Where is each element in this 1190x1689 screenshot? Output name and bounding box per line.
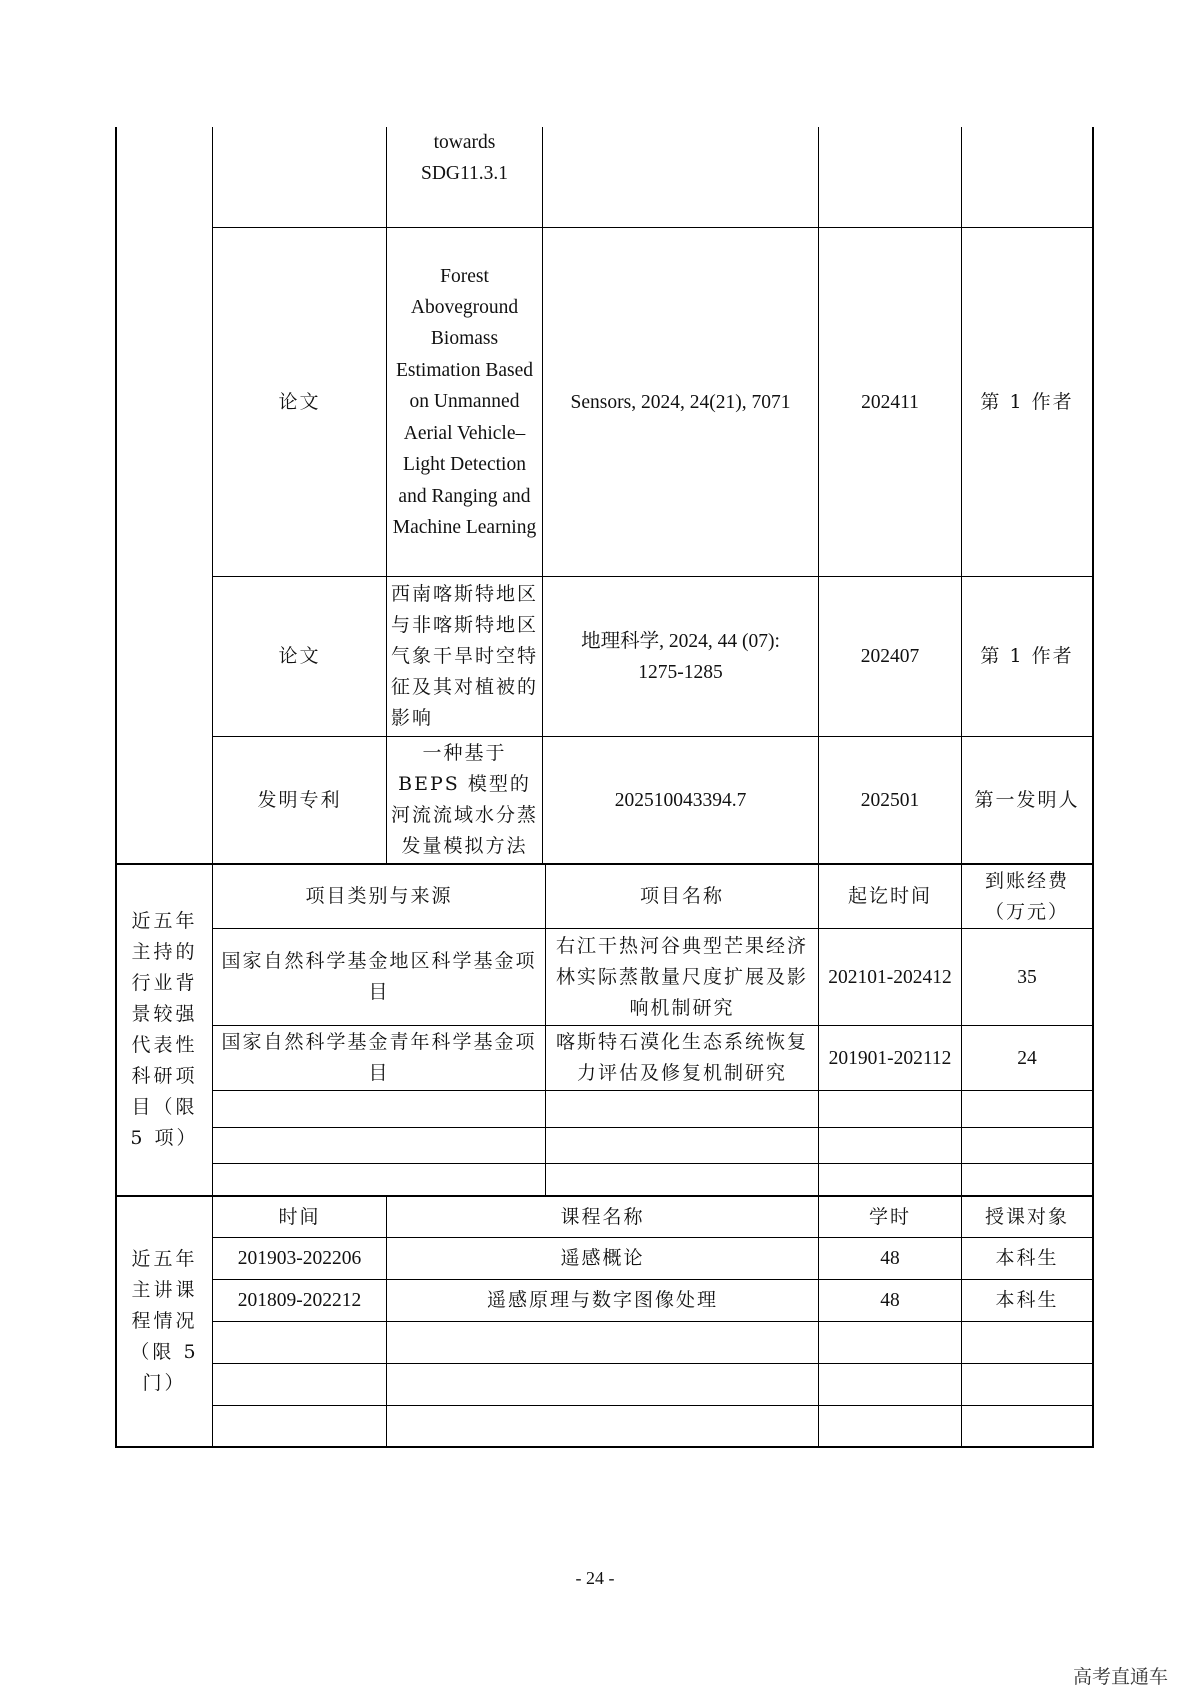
courses-section-label: 近五年主讲课程情况（限 5 门） [130,1248,199,1394]
course-hours: 48 [880,1290,900,1311]
projects-header-funding: 到账经费（万元） [984,869,1069,923]
output-journal: Sensors, 2024, 24(21), 7071 [570,391,791,413]
output-title: 西南喀斯特地区与非喀斯特地区气象干旱时空特征及其对植被的影响 [391,583,539,729]
project-period: 201901-202112 [828,1047,952,1069]
course-hours: 48 [880,1248,900,1269]
output-date: 202411 [861,391,919,413]
project-period: 202101-202412 [828,966,952,988]
course-name: 遥感概论 [560,1247,645,1269]
project-funding: 35 [1017,966,1037,988]
projects-header-period: 起讫时间 [847,885,932,907]
output-role: 第 1 作者 [980,390,1074,413]
courses-header-audience: 授课对象 [984,1205,1069,1228]
project-name: 右江干热河谷典型芒果经济林实际蒸散量尺度扩展及影响机制研究 [555,934,808,1019]
output-role: 第 1 作者 [980,645,1074,667]
projects-section-label: 近五年主持的行业背景较强代表性科研项目（限 5 项） [130,910,199,1149]
project-category: 国家自然科学基金青年科学基金项目 [221,1031,537,1084]
output-journal: 202510043394.7 [614,789,747,811]
course-time: 201903-202206 [237,1248,362,1269]
course-audience: 本科生 [995,1247,1059,1269]
table-border-bottom [115,1446,1094,1448]
output-date: 202407 [860,646,920,667]
courses-header-time: 时间 [278,1205,321,1228]
page-number: - 24 - [575,1568,615,1588]
project-category: 国家自然科学基金地区科学基金项目 [221,950,537,1003]
project-funding: 24 [1017,1047,1037,1069]
output-type: 论文 [278,645,321,667]
output-role: 第一发明人 [974,788,1080,811]
output-title: towards SDG11.3.1 [420,132,509,184]
output-type: 发明专利 [257,788,342,811]
course-audience: 本科生 [995,1289,1059,1311]
project-name: 喀斯特石漠化生态系统恢复力评估及修复机制研究 [555,1031,808,1084]
output-date: 202501 [860,789,920,811]
table-border-right [1092,127,1094,1448]
projects-header-name: 项目名称 [639,885,724,907]
output-type: 论文 [278,390,321,413]
output-title: Forest Aboveground Biomass Estimation Based on Unmanned Aerial Vehicle–Light Detection and Ranging and Machine Learning [392,265,537,538]
courses-header-hours: 学时 [868,1205,911,1228]
output-title: 一种基于 BEPS 模型的河流流域水分蒸发量模拟方法 [391,742,539,857]
courses-header-name: 课程名称 [560,1205,645,1228]
table-row [387,127,542,195]
course-time: 201809-202212 [237,1290,362,1311]
projects-header-category: 项目类别与来源 [305,885,453,907]
course-name: 遥感原理与数字图像处理 [486,1289,718,1311]
output-journal: 地理科学, 2024, 44 (07): 1275-1285 [581,630,780,683]
watermark: 高考直通车 [1072,1666,1168,1688]
